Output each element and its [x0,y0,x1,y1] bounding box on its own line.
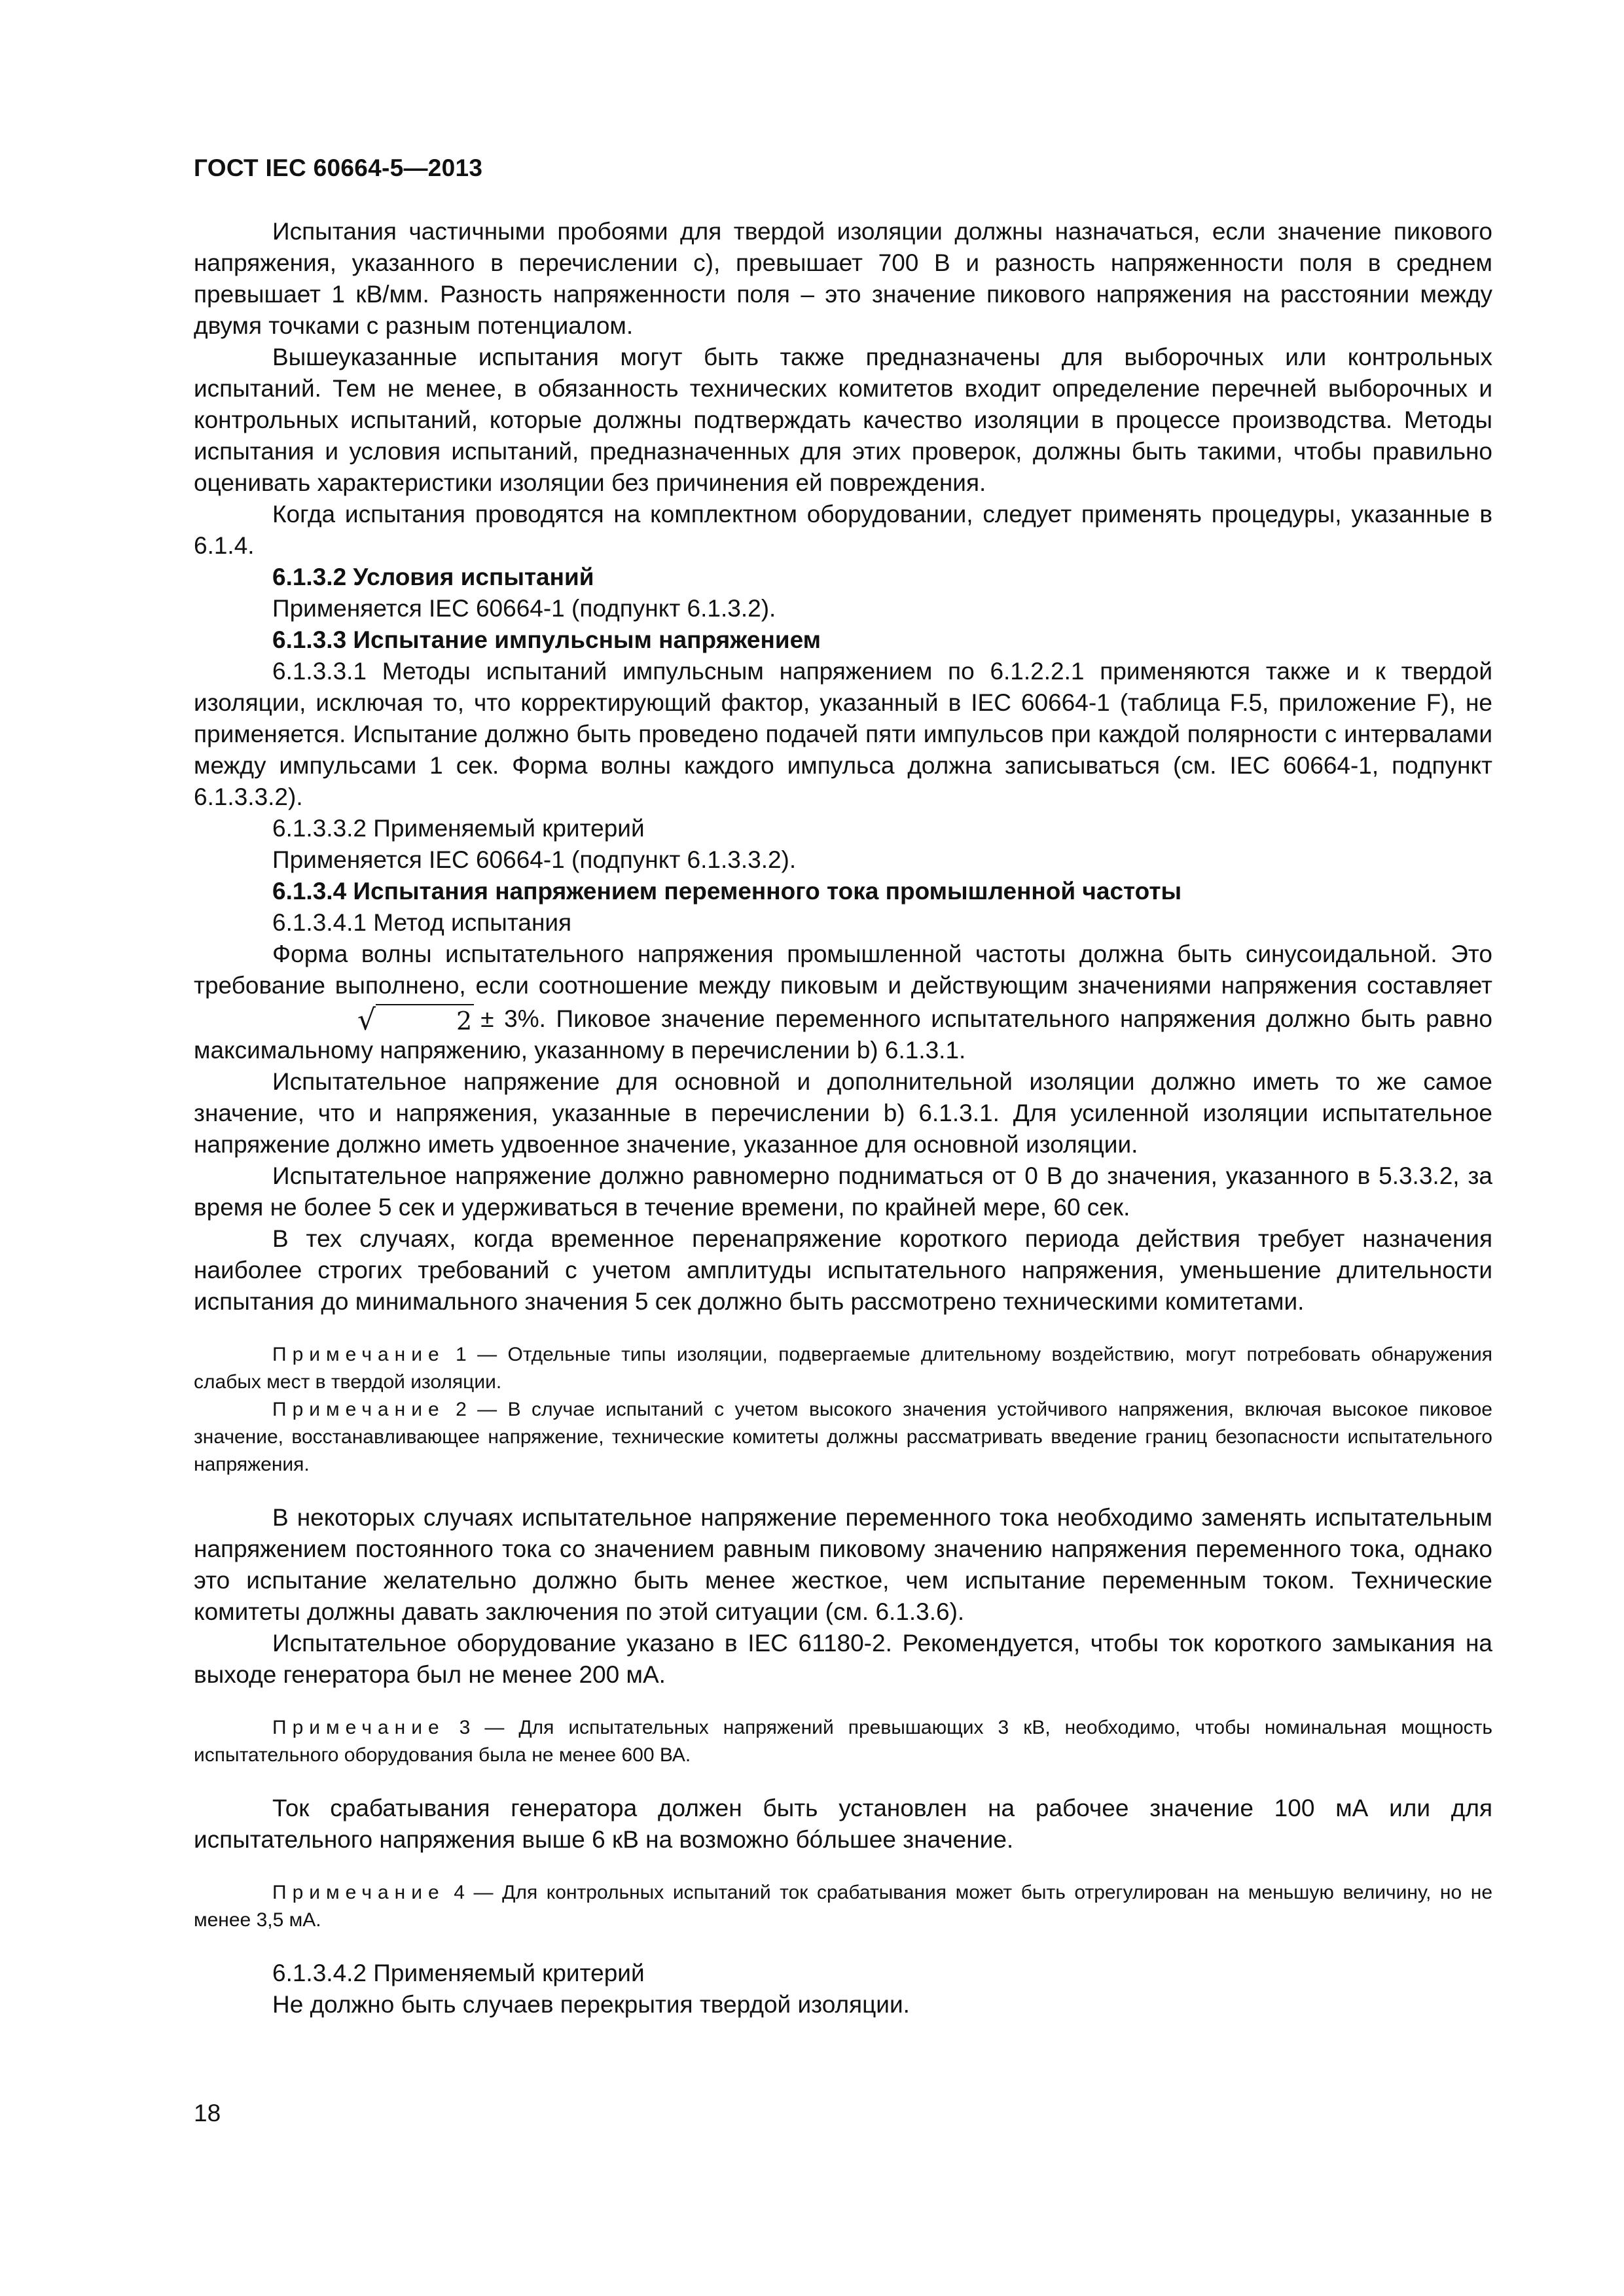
paragraph: Когда испытания проводятся на комплектном оборудовании, следует применять процедуры, указанные в 6.1.4. [194,501,1492,559]
subsection-title: 6.1.3.4.1 Метод испытания [272,909,572,936]
note-label: Примечание [272,1344,445,1365]
paragraph: Ток срабатывания генератора должен быть установлен на рабочее значение 100 мА или для испытательного напряжения выше 6 кВ на возможно бóльшее значение. [194,1795,1492,1853]
formula-lead-text: Форма волны испытательного напряжения промышленной частоты должна быть синусоидальной. Это требование выполнено, если соотношение между пиковым и действующим значениями напряжения составляет [194,941,1492,999]
sqrt-formula: √ 2 [200,1004,474,1037]
paragraph: В некоторых случаях испытательное напряжение переменного тока необходимо заменять испытательным напряжением постоянного тока со значением равным пиковому значению напряжения переменного тока, однако это испытание желательно должно быть менее жесткое, чем испытание переменным током. Технические комитеты должны давать заключения по этой ситуации (см. 6.1.3.6). [194,1504,1492,1625]
section-heading: 6.1.3.3 Испытание импульсным напряжением [272,626,821,653]
note-2 [194,1396,1492,1479]
document-header: ГОСТ IEC 60664-5—2013 [194,154,483,181]
paragraph: Применяется IEC 60664-1 (подпункт 6.1.3.3.2). [272,846,797,873]
paragraph: Испытательное оборудование указано в IEC 61180-2. Рекомендуется, чтобы ток короткого замыкания на выходе генератора был не менее 200 мА. [194,1630,1492,1688]
sqrt-radicand: 2 [376,1004,474,1037]
paragraph: Не должно быть случаев перекрытия твердой изоляции. [272,1991,910,2018]
note-label: Примечание [272,1882,445,1903]
paragraph: В тех случаях, когда временное перенапряжение короткого периода действия требует назначения наиболее строгих требований с учетом амплитуды испытательного напряжения, уменьшение длительности испытания до минимального значения 5 сек должно быть рассмотрено техническими комитетами. [194,1225,1492,1315]
paragraph-with-formula [194,939,1492,1066]
section-heading: 6.1.3.4 Испытания напряжением переменного тока промышленной частоты [272,878,1182,905]
note-text: 1 — Отдельные типы изоляции, подвергаемые длительному воздействию, могут потребовать обнаружения слабых мест в твердой изоляции. [194,1344,1492,1393]
note-3 [194,1714,1492,1769]
subsection-title: 6.1.3.4.2 Применяемый критерий [272,1960,645,1986]
note-text: 3 — Для испытательных напряжений превышающих 3 кВ, необходимо, чтобы номинальная мощность испытательного оборудования была не менее 600 ВА. [194,1717,1492,1766]
formula-tail-text: ± 3%. Пиковое значение переменного испытательного напряжения должно быть равно максимальному напряжению, указанному в перечислении b) 6.1.3.1. [194,1005,1492,1064]
note-4 [194,1879,1492,1934]
paragraph: Испытательное напряжение для основной и дополнительной изоляции должно иметь то же самое значение, что и напряжения, указанные в перечислении b) 6.1.3.1. Для усиленной изоляции испытательное напряжение должно иметь удвоенное значение, указанное для основной изоляции. [194,1068,1492,1158]
note-1 [194,1341,1492,1396]
document-body [194,216,1492,2020]
paragraph: Вышеуказанные испытания могут быть также предназначены для выборочных или контрольных испытаний. Тем не менее, в обязанность технических комитетов входит определение перечней выборочных и контрольных испытаний, которые должны подтверждать качество изоляции в процессе производства. Методы испытания и условия испытаний, предназначенных для этих проверок, должны быть такими, чтобы правильно оценивать характеристики изоляции без причинения ей повреждения. [194,344,1492,496]
note-label: Примечание [272,1717,445,1738]
note-label: Примечание [272,1399,445,1420]
paragraph: 6.1.3.3.1 Методы испытаний импульсным напряжением по 6.1.2.2.1 применяются также и к твердой изоляции, исключая то, что корректирующий фактор, указанный в IEC 60664-1 (таблица F.5, приложение F), не применяется. Испытание должно быть проведено подачей пяти импульсов при каждой полярности с интервалами между импульсами 1 сек. Форма волны каждого импульса должна записываться (см. IEC 60664-1, подпункт 6.1.3.3.2). [194,658,1492,810]
paragraph: Испытания частичными пробоями для твердой изоляции должны назначаться, если значение пикового напряжения, указанного в перечислении с), превышает 700 В и разность напряженности поля в среднем превышает 1 кВ/мм. Разность напряженности поля – это значение пикового напряжения на расстоянии между двумя точками с разным потенциалом. [194,218,1492,339]
note-text: 4 — Для контрольных испытаний ток срабатывания может быть отрегулирован на меньшую величину, но не менее 3,5 мА. [194,1882,1492,1931]
subsection-title: 6.1.3.3.2 Применяемый критерий [272,815,645,842]
page-number: 18 [194,2100,221,2126]
section-heading: 6.1.3.2 Условия испытаний [272,564,594,590]
note-text: 2 — В случае испытаний с учетом высокого значения устойчивого напряжения, включая высокое пиковое значение, восстанавливающее напряжение, технические комитеты должны рассматривать введение границ безопасности испытательного напряжения. [194,1399,1492,1475]
paragraph: Применяется IEC 60664-1 (подпункт 6.1.3.2). [272,595,776,622]
paragraph: Испытательное напряжение должно равномерно подниматься от 0 В до значения, указанного в 5.3.3.2, за время не более 5 сек и удерживаться в течение времени, по крайней мере, 60 сек. [194,1162,1492,1221]
